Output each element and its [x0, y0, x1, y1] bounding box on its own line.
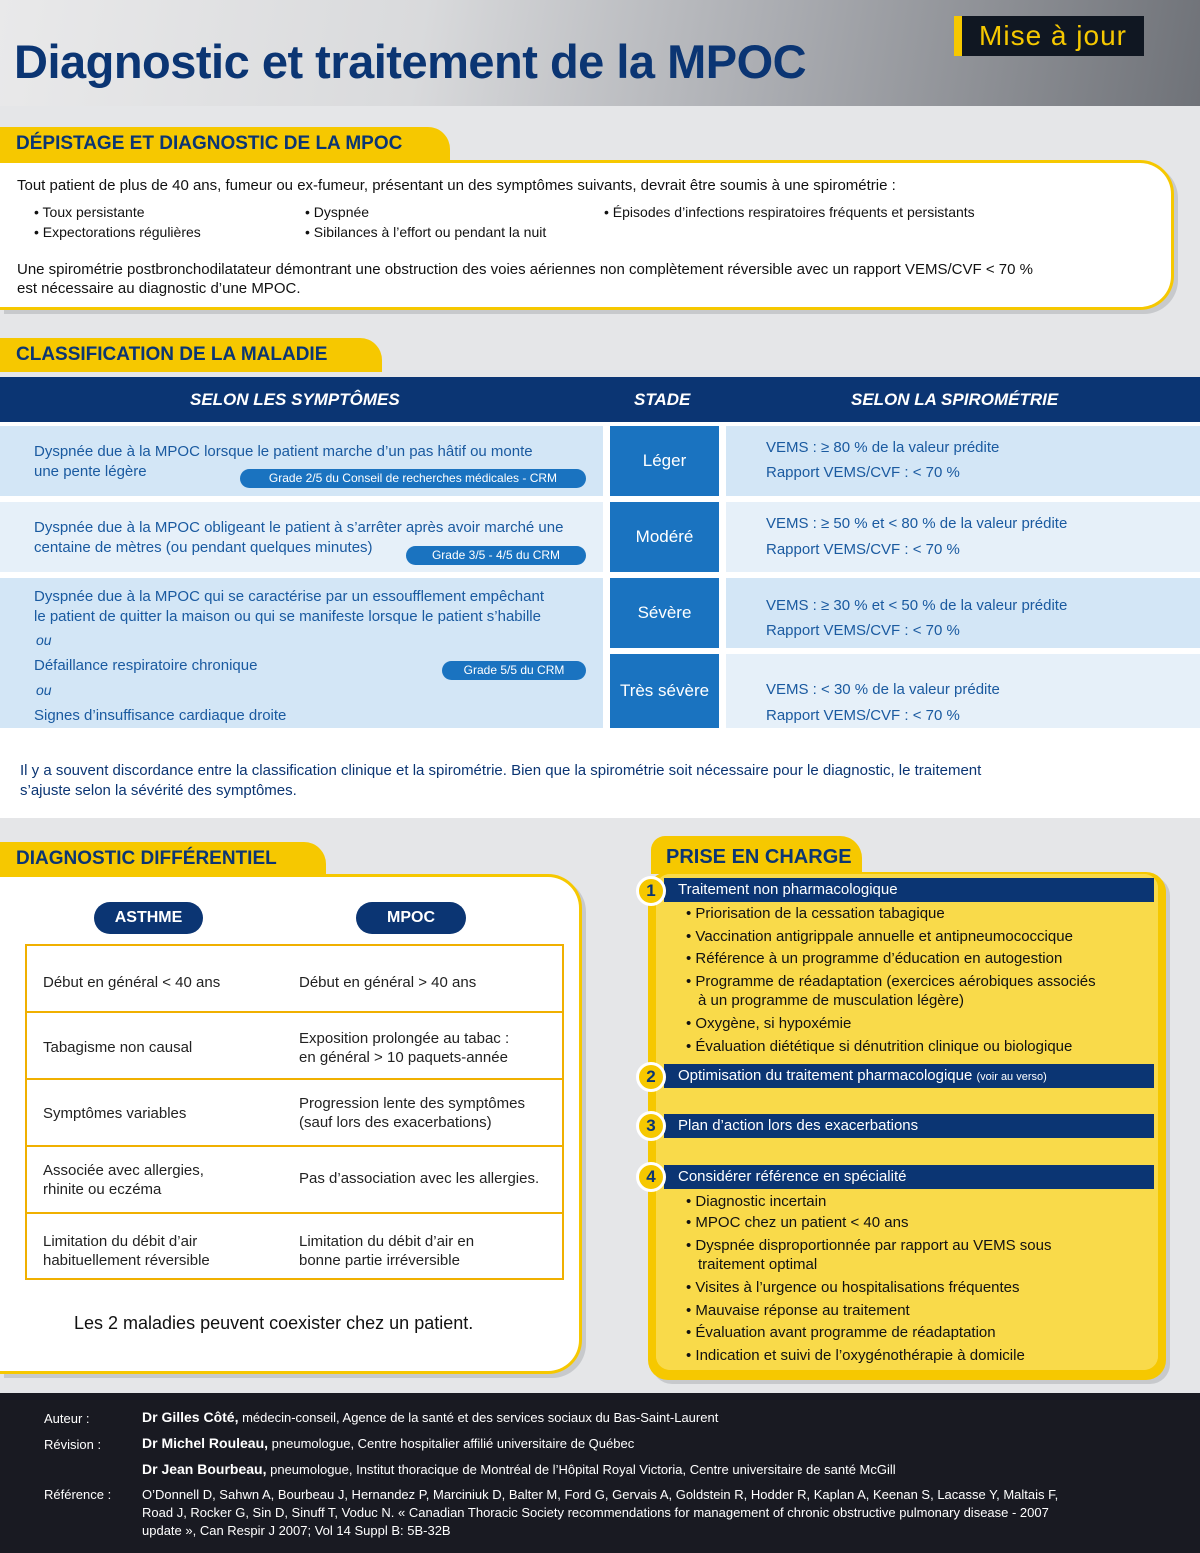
asthma-pill: ASTHME: [94, 902, 203, 934]
stage-box: Sévère: [610, 578, 719, 648]
symptom-desc: Dyspnée due à la MPOC obligeant le patient à s’arrêter après avoir marché une: [34, 519, 564, 536]
table-row: [27, 946, 562, 1013]
depistage-intro: Tout patient de plus de 40 ans, fumeur ou ex-fumeur, présentant un des symptômes suivants, devrait être soumis à une spirométrie :: [17, 177, 896, 194]
mpoc-cell: Début en général > 40 ans: [299, 974, 477, 991]
spiro-value: VEMS : ≥ 30 % et < 50 % de la valeur prédite: [766, 597, 1068, 614]
table-row: [27, 1147, 562, 1214]
step1-item: • Évaluation diététique si dénutrition clinique ou biologique: [686, 1038, 1073, 1055]
symptom-item: • Dyspnée: [305, 204, 370, 220]
step4-item: • Indication et suivi de l’oxygénothérapie à domicile: [686, 1347, 1025, 1364]
step4-item: • Visites à l’urgence ou hospitalisations fréquentes: [686, 1279, 1020, 1296]
asthma-cell: Limitation du débit d’air: [43, 1233, 198, 1250]
author-label: Auteur :: [44, 1411, 90, 1426]
reference-text: update », Can Respir J 2007; Vol 14 Suppl B: 5B-32B: [142, 1523, 451, 1538]
spiro-ratio: Rapport VEMS/CVF : < 70 %: [766, 541, 960, 558]
asthma-cell: Début en général < 40 ans: [43, 974, 221, 991]
mpoc-cell: bonne partie irréversible: [299, 1252, 460, 1269]
spiro-value: VEMS : < 30 % de la valeur prédite: [766, 681, 1000, 698]
symptom-desc: centaine de mètres (ou pendant quelques minutes): [34, 539, 373, 556]
mpoc-cell: (sauf lors des exacerbations): [299, 1114, 492, 1131]
asthma-cell: Associée avec allergies,: [43, 1162, 204, 1179]
stage-box: Léger: [610, 426, 719, 496]
step1-item: à un programme de musculation légère): [698, 992, 964, 1009]
symptom-desc: Signes d’insuffisance cardiaque droite: [34, 707, 287, 724]
prise-tab: PRISE EN CHARGE: [651, 836, 862, 874]
asthma-cell: Tabagisme non causal: [43, 1039, 193, 1056]
symptom-item: • Sibilances à l’effort ou pendant la nuit: [305, 224, 547, 240]
mpoc-cell: Limitation du débit d’air en: [299, 1233, 475, 1250]
mpoc-cell: Exposition prolongée au tabac :: [299, 1030, 510, 1047]
step-number: 4: [636, 1162, 666, 1192]
step4-item: traitement optimal: [698, 1256, 818, 1273]
step4-item: • Dyspnée disproportionnée par rapport au VEMS sous: [686, 1237, 1052, 1254]
step1-item: • Oxygène, si hypoxémie: [686, 1015, 852, 1032]
table-row: [27, 1080, 562, 1147]
mpoc-cell: Pas d’association avec les allergies.: [299, 1170, 540, 1187]
reference-label: Référence :: [44, 1487, 112, 1502]
author-line: Dr Gilles Côté, médecin-conseil, Agence de la santé et des services sociaux du Bas-Saint-Laurent: [142, 1409, 719, 1425]
grade-pill: Grade 2/5 du Conseil de recherches médicales - CRM: [240, 469, 586, 488]
depistage-tab: DÉPISTAGE ET DIAGNOSTIC DE LA MPOC: [0, 127, 450, 161]
classification-note: Il y a souvent discordance entre la classification clinique et la spirométrie. Bien que la spirométrie soit nécessaire pour le diagnostic, le traitement: [20, 762, 982, 779]
mpoc-cell: en général > 10 paquets-année: [299, 1049, 508, 1066]
asthma-cell: Symptômes variables: [43, 1105, 187, 1122]
step4-item: • Diagnostic incertain: [686, 1193, 827, 1210]
step4-item: • Évaluation avant programme de réadaptation: [686, 1324, 996, 1341]
reference-text: O’Donnell D, Sahwn A, Bourbeau J, Hernandez P, Marciniuk D, Balter M, Ford G, Gervais A, Goldstein R, Hodder R, Kaplan A, Keenan S, Lacasse Y, Maltais F,: [142, 1487, 1059, 1502]
row-bg: [726, 502, 1200, 572]
or-label: ou: [36, 632, 52, 648]
stage-box: Modéré: [610, 502, 719, 572]
depistage-note: Une spirométrie postbronchodilatateur démontrant une obstruction des voies aériennes non complètement réversible avec un rapport VEMS/CVF < 70 %: [17, 261, 1033, 278]
step-number: 3: [636, 1111, 666, 1141]
step4-item: • Mauvaise réponse au traitement: [686, 1302, 910, 1319]
step-number: 2: [636, 1062, 666, 1092]
grade-pill: Grade 5/5 du CRM: [442, 661, 586, 680]
step1-item: • Référence à un programme d’éducation en autogestion: [686, 950, 1063, 967]
reviewer-line: Dr Michel Rouleau, pneumologue, Centre hospitalier affilié universitaire de Québec: [142, 1435, 635, 1451]
step-bar: Optimisation du traitement pharmacologique (voir au verso): [664, 1064, 1154, 1088]
step-bar: Considérer référence en spécialité: [664, 1165, 1154, 1189]
symptom-desc: Dyspnée due à la MPOC lorsque le patient marche d’un pas hâtif ou monte: [34, 443, 533, 460]
update-badge: Mise à jour: [954, 16, 1144, 56]
symptom-desc: le patient de quitter la maison ou qui se manifeste lorsque le patient s’habille: [34, 608, 541, 625]
grade-pill: Grade 3/5 - 4/5 du CRM: [406, 546, 586, 565]
differential-tab: DIAGNOSTIC DIFFÉRENTIEL: [0, 842, 326, 876]
reference-text: Road J, Rocker G, Sin D, Sinuff T, Voduc N. « Canadian Thoracic Society recommendations for management of chronic obstructive pulmonary disease - 2007: [142, 1505, 1049, 1520]
symptom-item: • Épisodes d’infections respiratoires fréquents et persistants: [604, 204, 975, 220]
symptom-item: • Expectorations régulières: [34, 224, 201, 240]
symptom-desc: Défaillance respiratoire chronique: [34, 657, 258, 674]
differential-footer: Les 2 maladies peuvent coexister chez un patient.: [74, 1313, 474, 1333]
step4-item: • MPOC chez un patient < 40 ans: [686, 1214, 909, 1231]
spiro-ratio: Rapport VEMS/CVF : < 70 %: [766, 464, 960, 481]
symptom-desc: Dyspnée due à la MPOC qui se caractérise par un essoufflement empêchant: [34, 588, 544, 605]
classification-tab: CLASSIFICATION DE LA MALADIE: [0, 338, 382, 372]
stage-box: Très sévère: [610, 654, 719, 728]
table-row: [27, 1013, 562, 1080]
step-number: 1: [636, 876, 666, 906]
differential-table: [25, 944, 564, 1280]
spiro-ratio: Rapport VEMS/CVF : < 70 %: [766, 707, 960, 724]
reviewer-line: Dr Jean Bourbeau, pneumologue, Institut thoracique de Montréal de l’Hôpital Royal Victoria, Centre universitaire de santé McGill: [142, 1461, 896, 1477]
step1-item: • Priorisation de la cessation tabagique: [686, 905, 945, 922]
step-bar: Traitement non pharmacologique: [664, 878, 1154, 902]
header-spiro: SELON LA SPIROMÉTRIE: [851, 390, 1059, 409]
spiro-value: VEMS : ≥ 50 % et < 80 % de la valeur prédite: [766, 515, 1068, 532]
depistage-note: est nécessaire au diagnostic d’une MPOC.: [17, 280, 301, 297]
or-label: ou: [36, 682, 52, 698]
step-bar: Plan d’action lors des exacerbations: [664, 1114, 1154, 1138]
page-title: Diagnostic et traitement de la MPOC: [14, 35, 807, 88]
symptom-item: • Toux persistante: [34, 204, 145, 220]
table-row: [27, 1214, 562, 1280]
mpoc-cell: Progression lente des symptômes: [299, 1095, 525, 1112]
spiro-ratio: Rapport VEMS/CVF : < 70 %: [766, 622, 960, 639]
asthma-cell: rhinite ou eczéma: [43, 1181, 162, 1198]
step1-item: • Vaccination antigrippale annuelle et antipneumococcique: [686, 928, 1073, 945]
row-bg: [726, 426, 1200, 496]
header-stage: STADE: [634, 390, 691, 409]
mpoc-pill: MPOC: [356, 902, 466, 934]
symptom-desc: une pente légère: [34, 463, 147, 480]
header-symptoms: SELON LES SYMPTÔMES: [190, 390, 400, 409]
classification-note: s’ajuste selon la sévérité des symptômes.: [20, 782, 297, 799]
asthma-cell: habituellement réversible: [43, 1252, 210, 1269]
step1-item: • Programme de réadaptation (exercices aérobiques associés: [686, 973, 1096, 990]
review-label: Révision :: [44, 1437, 102, 1452]
spiro-value: VEMS : ≥ 80 % de la valeur prédite: [766, 439, 1000, 456]
